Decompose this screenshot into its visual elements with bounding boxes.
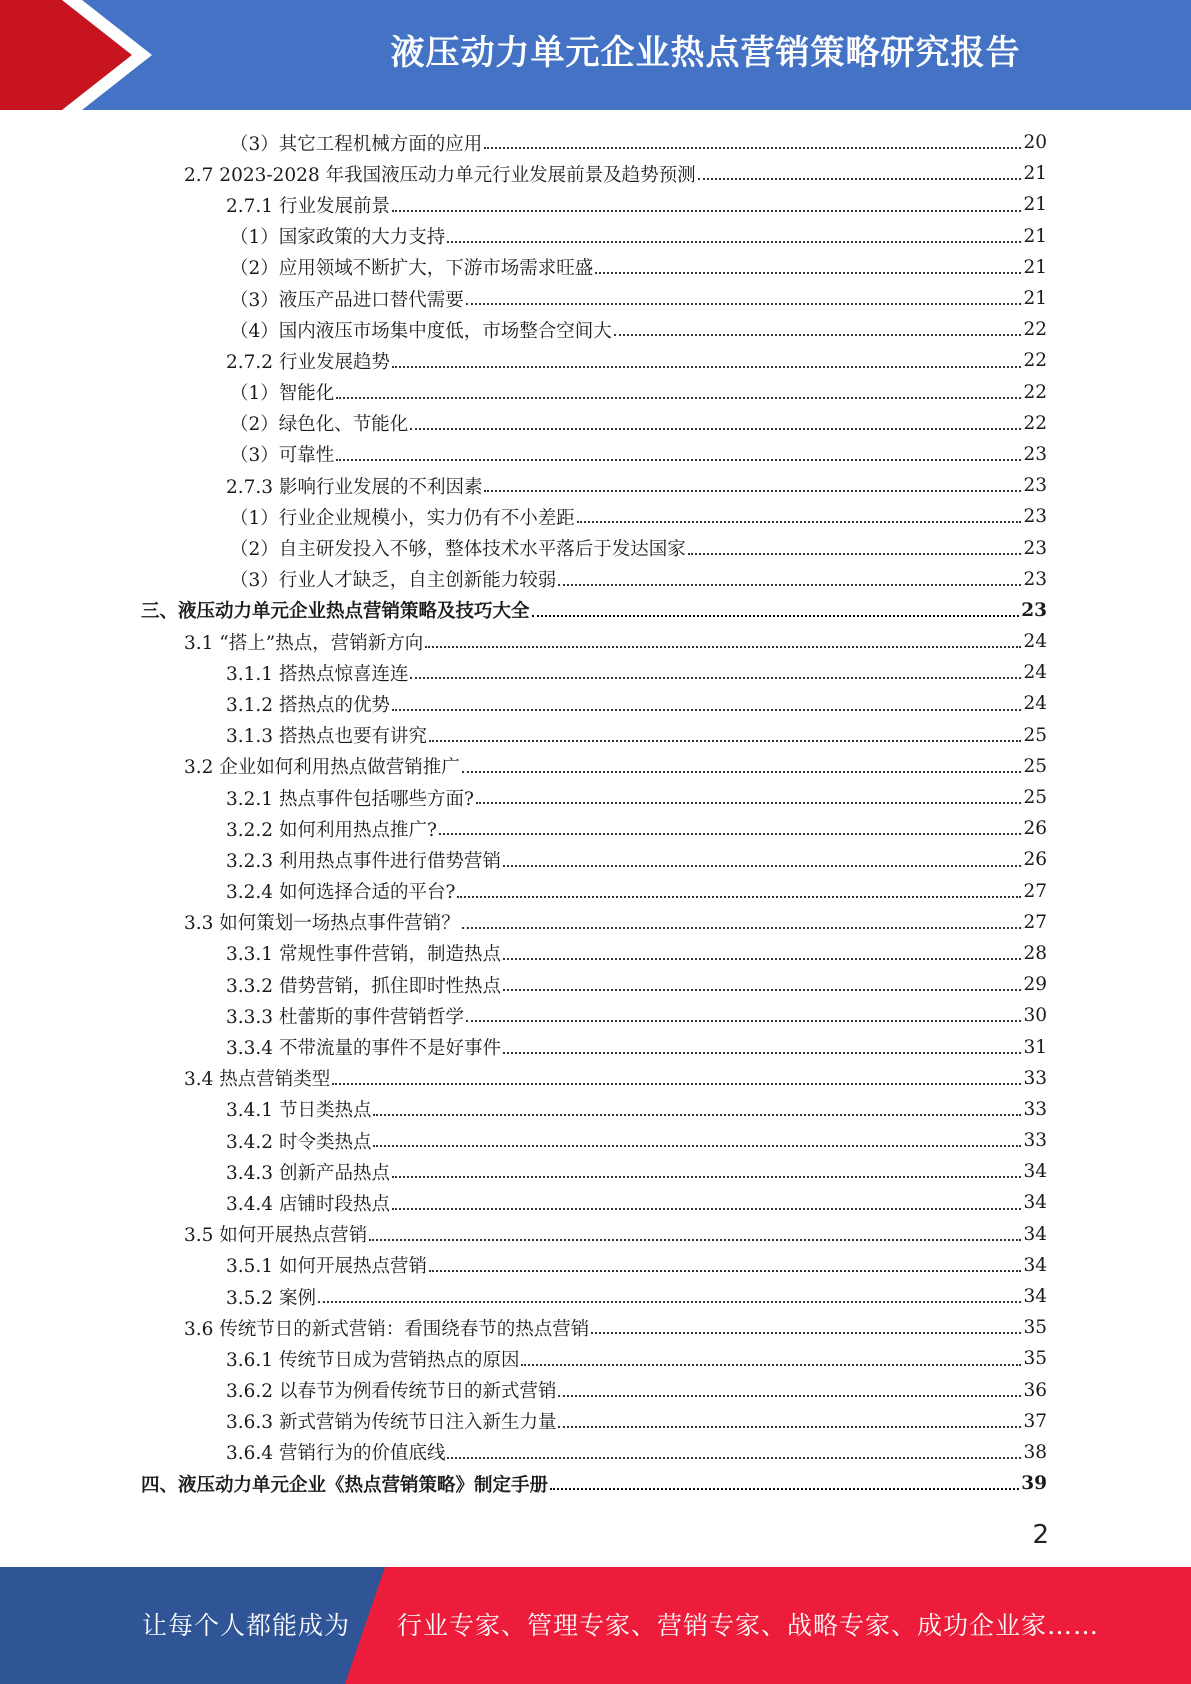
toc-entry[interactable]	[0, 1437, 1191, 1468]
toc-entry[interactable]	[0, 1281, 1191, 1312]
toc-entry-label: 3.4.1 节日类热点	[226, 1100, 372, 1122]
toc-entry-page: 23	[1021, 599, 1047, 621]
toc-entry-label: 3.6.1 传统节日成为营销热点的原因	[226, 1349, 520, 1371]
toc-entry[interactable]	[0, 720, 1191, 751]
toc-entry-label: 3.6.3 新式营销为传统节日注入新生力量	[226, 1412, 557, 1434]
toc-entry-page: 24	[1023, 693, 1047, 715]
toc-entry-label: 3.6 传统节日的新式营销：看围绕春节的热点营销	[184, 1318, 590, 1340]
toc-entry[interactable]	[0, 345, 1191, 376]
toc-entry[interactable]	[0, 221, 1191, 252]
toc-dot-leader	[614, 333, 1022, 336]
toc-entry-page: 23	[1023, 537, 1047, 559]
toc-entry-label: 3.3 如何策划一场热点事件营销？	[184, 913, 460, 935]
toc-entry[interactable]	[0, 127, 1191, 158]
toc-entry-label: 3.6.2 以春节为例看传统节日的新式营销	[226, 1381, 557, 1403]
toc-entry[interactable]	[0, 377, 1191, 408]
toc-dot-leader	[369, 1238, 1021, 1241]
toc-entry[interactable]	[0, 751, 1191, 782]
toc-entry-label: 3.4 热点营销类型	[184, 1069, 331, 1091]
toc-entry[interactable]	[0, 688, 1191, 719]
toc-entry-label: （3）液压产品进口替代需要	[230, 289, 464, 311]
footer-slogan-right: 行业专家、管理专家、营销专家、战略专家、成功企业家……	[397, 1611, 1100, 1640]
toc-entry-page: 21	[1023, 194, 1047, 216]
table-of-contents	[0, 127, 1191, 1499]
toc-entry[interactable]	[0, 252, 1191, 283]
toc-entry-page: 21	[1023, 163, 1047, 185]
toc-entry-page: 28	[1023, 942, 1047, 964]
toc-entry[interactable]	[0, 1094, 1191, 1125]
toc-dot-leader	[457, 895, 1021, 898]
toc-dot-leader	[595, 271, 1021, 274]
toc-entry-label: 3.2.2 如何利用热点推广?	[226, 819, 437, 841]
toc-dot-leader	[688, 552, 1022, 555]
toc-entry-label: 3.4.4 店铺时段热点	[226, 1193, 390, 1215]
toc-entry-page: 21	[1023, 288, 1047, 310]
toc-entry-label: 3.3.1 常规性事件营销，制造热点	[226, 944, 501, 966]
toc-entry-label: 3.5.2 案例	[226, 1287, 316, 1309]
toc-entry-page: 33	[1023, 1130, 1047, 1152]
page-number: 2	[1032, 1520, 1049, 1550]
toc-dot-leader	[462, 770, 1022, 773]
toc-entry[interactable]	[0, 907, 1191, 938]
toc-entry-label: （3）行业人才缺乏，自主创新能力较弱	[230, 570, 557, 592]
toc-entry-label: 3.2.1 热点事件包括哪些方面?	[226, 788, 474, 810]
toc-dot-leader	[392, 1175, 1021, 1178]
toc-dot-leader	[484, 146, 1021, 149]
toc-entry-page: 34	[1023, 1286, 1047, 1308]
toc-entry[interactable]	[0, 189, 1191, 220]
toc-entry-page: 39	[1021, 1473, 1047, 1495]
toc-dot-leader	[392, 1207, 1021, 1210]
toc-entry-label: （2）绿色化、节能化	[230, 414, 409, 436]
toc-entry-label: （1）智能化	[230, 383, 335, 405]
toc-entry-label: 3.3.4 不带流量的事件不是好事件	[226, 1038, 501, 1060]
toc-dot-leader	[429, 1269, 1021, 1272]
toc-entry-page: 34	[1023, 1192, 1047, 1214]
toc-entry-page: 26	[1023, 849, 1047, 871]
toc-dot-leader	[429, 739, 1021, 742]
toc-entry-page: 31	[1023, 1036, 1047, 1058]
toc-dot-leader	[503, 988, 1021, 991]
toc-entry-page: 38	[1023, 1441, 1047, 1463]
toc-entry-label: 3.6.4 营销行为的价值底线	[226, 1443, 446, 1465]
toc-entry[interactable]	[0, 1063, 1191, 1094]
toc-entry[interactable]	[0, 158, 1191, 189]
toc-entry-page: 20	[1023, 132, 1047, 154]
toc-entry-page: 27	[1023, 880, 1047, 902]
toc-entry-page: 27	[1023, 911, 1047, 933]
toc-dot-leader	[466, 302, 1022, 305]
toc-entry[interactable]	[0, 532, 1191, 563]
toc-entry[interactable]	[0, 1156, 1191, 1187]
toc-entry-label: 2.7.2 行业发展趋势	[226, 351, 390, 373]
toc-entry[interactable]	[0, 408, 1191, 439]
toc-entry-label: （4）国内液压市场集中度低，市场整合空间大	[230, 320, 612, 342]
toc-dot-leader	[373, 1144, 1021, 1147]
toc-entry-label: 3.1.3 搭热点也要有讲究	[226, 726, 427, 748]
toc-dot-leader	[532, 614, 1020, 617]
toc-entry[interactable]	[0, 1375, 1191, 1406]
toc-entry[interactable]	[0, 1312, 1191, 1343]
toc-entry[interactable]	[0, 1125, 1191, 1156]
toc-entry[interactable]	[0, 1406, 1191, 1437]
toc-entry-label: 四、液压动力单元企业《热点营销策略》制定手册	[141, 1474, 549, 1496]
toc-dot-leader	[698, 177, 1022, 180]
toc-entry[interactable]	[0, 439, 1191, 470]
toc-entry-page: 25	[1023, 787, 1047, 809]
toc-dot-leader	[373, 1113, 1021, 1116]
toc-dot-leader	[503, 957, 1021, 960]
toc-entry[interactable]	[0, 782, 1191, 813]
toc-entry-page: 33	[1023, 1098, 1047, 1120]
toc-entry[interactable]	[0, 813, 1191, 844]
toc-entry-label: （3）其它工程机械方面的应用	[230, 133, 483, 155]
toc-dot-leader	[503, 1051, 1021, 1054]
header-banner	[0, 0, 1191, 110]
toc-dot-leader	[332, 1082, 1021, 1085]
toc-dot-leader	[410, 676, 1021, 679]
toc-entry-page: 23	[1023, 475, 1047, 497]
toc-dot-leader	[550, 1487, 1019, 1490]
toc-dot-leader	[476, 801, 1022, 804]
toc-entry[interactable]	[0, 626, 1191, 657]
toc-entry-label: （2）应用领域不断扩大，下游市场需求旺盛	[230, 258, 594, 280]
toc-entry-label: （1）国家政策的大力支持	[230, 227, 446, 249]
toc-entry-label: 3.2.4 如何选择合适的平台?	[226, 882, 456, 904]
toc-dot-leader	[558, 1425, 1021, 1428]
toc-entry-page: 34	[1023, 1223, 1047, 1245]
toc-entry-page: 34	[1023, 1254, 1047, 1276]
toc-entry-label: （3）可靠性	[230, 445, 335, 467]
toc-dot-leader	[336, 458, 1021, 461]
toc-entry-page: 37	[1023, 1410, 1047, 1432]
toc-dot-leader	[447, 240, 1021, 243]
toc-entry-page: 25	[1023, 755, 1047, 777]
toc-dot-leader	[462, 926, 1022, 929]
toc-dot-leader	[484, 489, 1021, 492]
toc-entry-page: 34	[1023, 1161, 1047, 1183]
toc-entry-label: 2.7 2023-2028 年我国液压动力单元行业发展前景及趋势预测	[184, 164, 696, 186]
toc-dot-leader	[447, 1456, 1021, 1459]
toc-dot-leader	[503, 864, 1021, 867]
toc-entry[interactable]	[0, 657, 1191, 688]
toc-entry-page: 36	[1023, 1379, 1047, 1401]
toc-entry-label: （2）自主研发投入不够，整体技术水平落后于发达国家	[230, 539, 686, 561]
toc-dot-leader	[558, 583, 1021, 586]
toc-entry[interactable]	[0, 844, 1191, 875]
toc-entry-page: 29	[1023, 974, 1047, 996]
toc-entry[interactable]	[0, 1187, 1191, 1218]
toc-dot-leader	[521, 1363, 1021, 1366]
toc-entry-page: 24	[1023, 662, 1047, 684]
toc-entry-label: 三、液压动力单元企业热点营销策略及技巧大全	[141, 601, 530, 623]
toc-entry-page: 26	[1023, 818, 1047, 840]
toc-entry-label: 3.5 如何开展热点营销	[184, 1225, 368, 1247]
toc-entry-label: 3.4.3 创新产品热点	[226, 1162, 390, 1184]
toc-entry-label: 3.5.1 如何开展热点营销	[226, 1256, 427, 1278]
toc-entry[interactable]	[0, 314, 1191, 345]
toc-entry-page: 23	[1023, 506, 1047, 528]
footer-slogan-left: 让每个人都能成为	[142, 1611, 351, 1640]
toc-entry-page: 22	[1023, 350, 1047, 372]
toc-entry-label: 3.2.3 利用热点事件进行借势营销	[226, 850, 501, 872]
toc-entry-page: 23	[1023, 568, 1047, 590]
toc-dot-leader	[318, 1300, 1022, 1303]
toc-entry-label: （1）行业企业规模小，实力仍有不小差距	[230, 507, 575, 529]
toc-entry-page: 23	[1023, 443, 1047, 465]
toc-dot-leader	[392, 708, 1021, 711]
toc-entry[interactable]	[0, 595, 1191, 626]
report-title: 液压动力单元企业热点营销策略研究报告	[390, 33, 1021, 73]
toc-dot-leader	[577, 520, 1022, 523]
toc-entry-label: 3.1 “搭上”热点，营销新方向	[184, 632, 424, 654]
toc-entry[interactable]	[0, 1031, 1191, 1062]
toc-entry-label: 2.7.3 影响行业发展的不利因素	[226, 476, 483, 498]
toc-dot-leader	[425, 645, 1021, 648]
toc-entry[interactable]	[0, 1000, 1191, 1031]
toc-dot-leader	[591, 1331, 1021, 1334]
toc-entry-page: 35	[1023, 1348, 1047, 1370]
toc-dot-leader	[392, 365, 1021, 368]
toc-entry-page: 22	[1023, 412, 1047, 434]
toc-entry[interactable]	[0, 501, 1191, 532]
toc-entry[interactable]	[0, 1250, 1191, 1281]
toc-entry[interactable]	[0, 876, 1191, 907]
toc-entry-page: 21	[1023, 225, 1047, 247]
toc-entry-page: 33	[1023, 1067, 1047, 1089]
toc-entry[interactable]	[0, 470, 1191, 501]
toc-entry[interactable]	[0, 1219, 1191, 1250]
toc-entry[interactable]	[0, 1468, 1191, 1499]
toc-dot-leader	[466, 1019, 1021, 1022]
toc-entry[interactable]	[0, 938, 1191, 969]
toc-entry-page: 21	[1023, 256, 1047, 278]
toc-entry[interactable]	[0, 1343, 1191, 1374]
toc-entry-label: 3.2 企业如何利用热点做营销推广	[184, 757, 460, 779]
toc-entry[interactable]	[0, 969, 1191, 1000]
toc-entry-label: 3.4.2 时令类热点	[226, 1131, 372, 1153]
toc-entry-page: 22	[1023, 381, 1047, 403]
toc-entry-label: 2.7.1 行业发展前景	[226, 195, 390, 217]
toc-dot-leader	[410, 427, 1021, 430]
toc-dot-leader	[558, 1394, 1021, 1397]
toc-entry-label: 3.1.1 搭热点惊喜连连	[226, 663, 409, 685]
toc-dot-leader	[392, 209, 1021, 212]
toc-entry-page: 35	[1023, 1317, 1047, 1339]
toc-entry-label: 3.1.2 搭热点的优势	[226, 694, 390, 716]
toc-entry-page: 22	[1023, 319, 1047, 341]
toc-entry-page: 30	[1023, 1005, 1047, 1027]
toc-entry[interactable]	[0, 283, 1191, 314]
toc-dot-leader	[336, 396, 1021, 399]
toc-dot-leader	[439, 832, 1022, 835]
toc-entry-page: 25	[1023, 724, 1047, 746]
toc-entry-page: 24	[1023, 631, 1047, 653]
toc-entry-label: 3.3.3 杜蕾斯的事件营销哲学	[226, 1006, 464, 1028]
toc-entry-label: 3.3.2 借势营销，抓住即时性热点	[226, 975, 501, 997]
toc-entry[interactable]	[0, 564, 1191, 595]
